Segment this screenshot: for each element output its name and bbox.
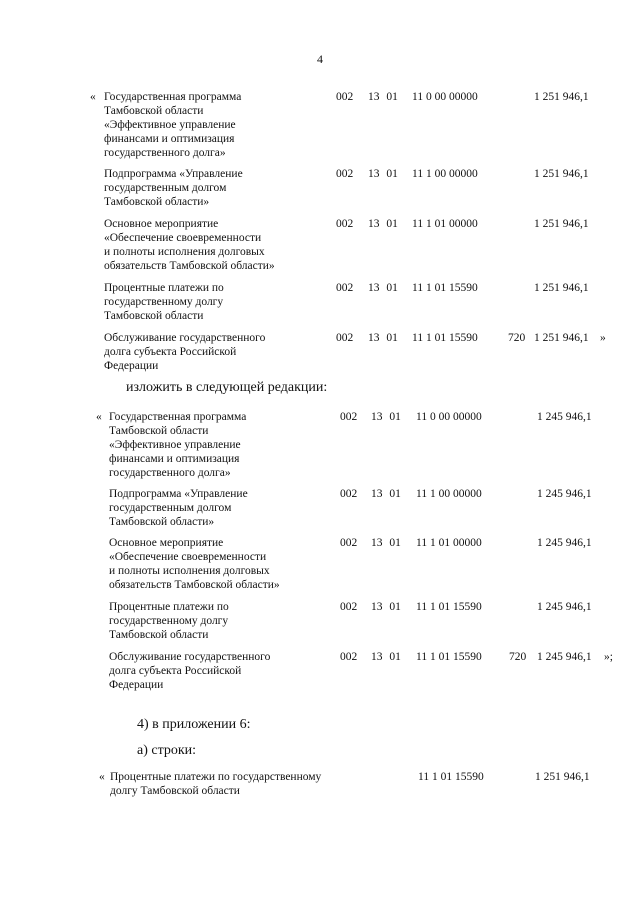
row-name: Подпрограмма «Управление государственным долгом Тамбовской области»: [109, 488, 248, 528]
row-gr: 002: [340, 411, 358, 423]
row-csr: 11 1 01 15590: [412, 332, 478, 344]
row-csr: 11 1 00 00000: [416, 488, 482, 500]
row-vr: 720: [508, 332, 526, 344]
row-csr: 11 1 00 00000: [412, 168, 478, 180]
row-csr: 11 1 01 15590: [418, 771, 484, 783]
row-name: Основное мероприятие «Обеспечение своевременности и полноты исполнения долговых обязательств Тамбовской области»: [104, 218, 275, 272]
row-name: Государственная программа Тамбовской области «Эффективное управление финансами и оптимизация государственного долга»: [104, 91, 242, 159]
redaction-instruction: изложить в следующей редакции:: [126, 380, 328, 395]
row-csr: 11 0 00 00000: [416, 411, 482, 423]
row-csr: 11 1 01 00000: [412, 218, 478, 230]
row-name: Обслуживание государственного долга субъекта Российской Федерации: [109, 651, 271, 691]
row-rz: 13 01: [371, 488, 401, 500]
section-heading: 4) в приложении 6:: [137, 717, 251, 732]
row-gr: 002: [336, 168, 354, 180]
row-amount: 1 245 946,1: [537, 651, 592, 663]
quote-close: »: [600, 332, 606, 344]
row-csr: 11 1 01 15590: [416, 601, 482, 613]
page-number: 4: [317, 52, 323, 66]
row-gr: 002: [336, 218, 354, 230]
row-gr: 002: [336, 332, 354, 344]
row-name: Государственная программа Тамбовской области «Эффективное управление финансами и оптимизация государственного долга»: [109, 411, 247, 479]
quote-open: «: [90, 91, 96, 103]
quote-close: »;: [604, 651, 613, 663]
row-amount: 1 251 946,1: [535, 771, 590, 783]
row-rz: 13 01: [371, 411, 401, 423]
row-gr: 002: [336, 91, 354, 103]
row-rz: 13 01: [368, 91, 398, 103]
row-amount: 1 251 946,1: [534, 218, 589, 230]
row-amount: 1 245 946,1: [537, 601, 592, 613]
row-amount: 1 251 946,1: [534, 282, 589, 294]
row-csr: 11 1 01 15590: [416, 651, 482, 663]
row-rz: 13 01: [368, 218, 398, 230]
row-gr: 002: [340, 601, 358, 613]
row-rz: 13 01: [371, 537, 401, 549]
row-csr: 11 1 01 00000: [416, 537, 482, 549]
row-gr: 002: [340, 537, 358, 549]
row-rz: 13 01: [368, 332, 398, 344]
quote-open: «: [96, 411, 102, 423]
row-name: Основное мероприятие «Обеспечение своевременности и полноты исполнения долговых обязательств Тамбовской области»: [109, 537, 280, 591]
row-amount: 1 251 946,1: [534, 332, 589, 344]
row-amount: 1 245 946,1: [537, 488, 592, 500]
row-amount: 1 245 946,1: [537, 537, 592, 549]
row-amount: 1 245 946,1: [537, 411, 592, 423]
row-csr: 11 1 01 15590: [412, 282, 478, 294]
row-name: Процентные платежи по государственному долгу Тамбовской области: [110, 771, 322, 797]
row-amount: 1 251 946,1: [534, 91, 589, 103]
row-name: Процентные платежи по государственному долгу Тамбовской области: [104, 282, 224, 322]
row-name: Процентные платежи по государственному долгу Тамбовской области: [109, 601, 229, 641]
row-rz: 13 01: [371, 601, 401, 613]
row-amount: 1 251 946,1: [534, 168, 589, 180]
row-rz: 13 01: [368, 282, 398, 294]
row-rz: 13 01: [368, 168, 398, 180]
row-gr: 002: [336, 282, 354, 294]
row-gr: 002: [340, 488, 358, 500]
row-name: Подпрограмма «Управление государственным долгом Тамбовской области»: [104, 168, 243, 208]
quote-open: «: [99, 771, 105, 783]
sub-heading: а) строки:: [137, 743, 197, 758]
row-name: Обслуживание государственного долга субъекта Российской Федерации: [104, 332, 266, 372]
row-gr: 002: [340, 651, 358, 663]
row-rz: 13 01: [371, 651, 401, 663]
row-vr: 720: [509, 651, 527, 663]
row-csr: 11 0 00 00000: [412, 91, 478, 103]
